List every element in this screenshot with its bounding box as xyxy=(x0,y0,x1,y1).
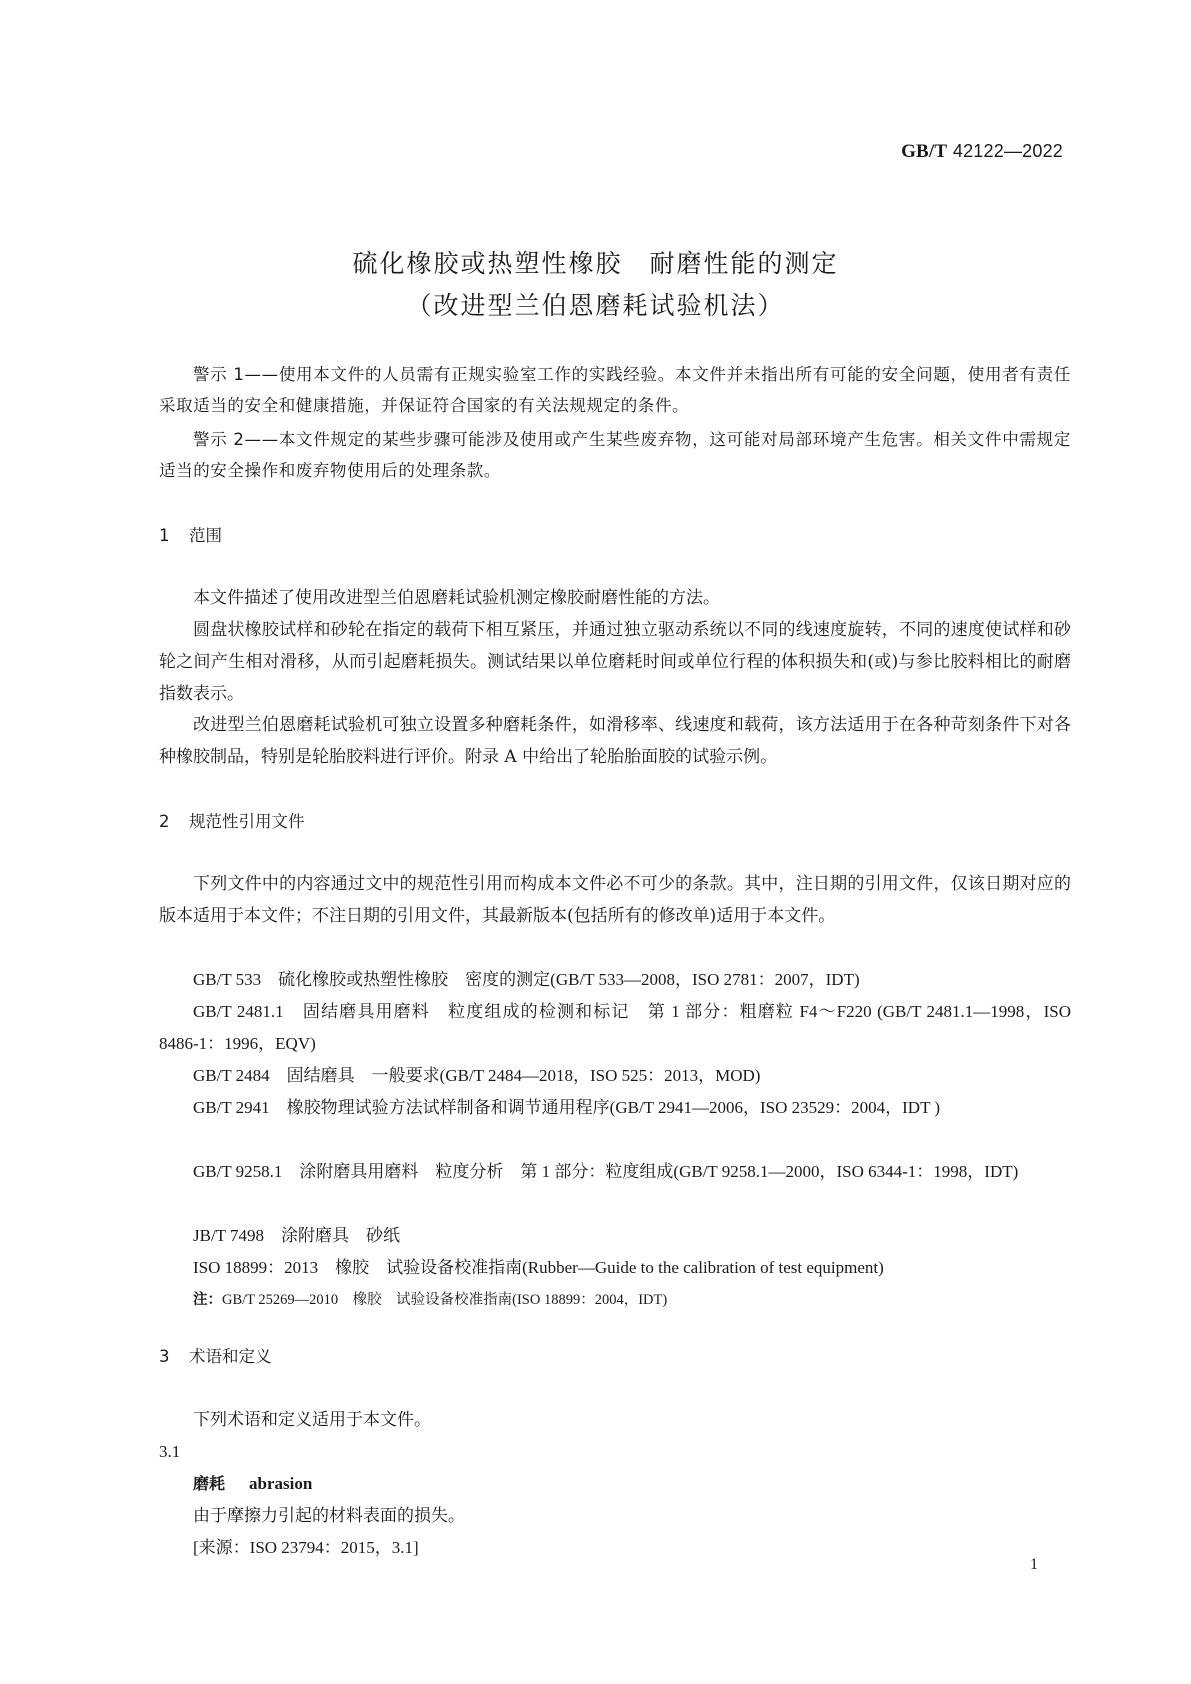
reference-item: ISO 18899：2013 橡胶 试验设备校准指南(Rubber—Guide to the calibration of test equipment) xyxy=(193,1258,884,1277)
standard-number-value: 42122—2022 xyxy=(952,141,1063,161)
warning-2: 警示 2——本文件规定的某些步骤可能涉及使用或产生某些废弃物，这可能对局部环境产生危害。相关文件中需规定适当的安全操作和废弃物使用后的处理条款。 xyxy=(159,430,1071,480)
section-3-number: 3 xyxy=(159,1347,170,1366)
reference-item: GB/T 9258.1 涂附磨具用磨料 粒度分析 第 1 部分：粒度组成(GB/T 9258.1—2000，ISO 6344-1：1998，IDT) xyxy=(193,1162,1019,1181)
reference-item: GB/T 2484 固结磨具 一般要求(GB/T 2484—2018，ISO 525：2013，MOD) xyxy=(193,1066,761,1085)
normative-references-intro: 下列文件中的内容通过文中的规范性引用而构成本文件必不可少的条款。其中，注日期的引用文件，仅该日期对应的版本适用于本文件；不注日期的引用文件，其最新版本(包括所有的修改单)适用于本文件。 xyxy=(159,874,1071,926)
note-label: 注： xyxy=(193,1292,222,1308)
section-2-title: 规范性引用文件 xyxy=(189,812,305,831)
section-2-number: 2 xyxy=(159,812,170,831)
document-title xyxy=(0,243,1191,327)
standard-code: GB/T xyxy=(901,141,948,162)
section-1-heading xyxy=(159,522,222,546)
page-number: 1 xyxy=(1030,1556,1038,1573)
section-2-heading xyxy=(159,808,305,832)
scope-paragraph-2: 圆盘状橡胶试样和砂轮在指定的载荷下相互紧压，并通过独立驱动系统以不同的线速度旋转，不同的速度使试样和砂轮之间产生相对滑移，从而引起磨耗损失。测试结果以单位磨耗时间或单位行程的体积损失和(或)与参比胶料相比的耐磨指数表示。 xyxy=(159,620,1071,704)
reference-item: GB/T 2941 橡胶物理试验方法试样制备和调节通用程序(GB/T 2941—2006，ISO 23529：2004，IDT ) xyxy=(193,1098,941,1117)
section-3-heading xyxy=(159,1343,272,1367)
reference-item: GB/T 533 硫化橡胶或热塑性橡胶 密度的测定(GB/T 533—2008，ISO 2781：2007，IDT) xyxy=(193,970,860,989)
note-text: GB/T 25269—2010 橡胶 试验设备校准指南(ISO 18899：2004，IDT) xyxy=(222,1292,668,1308)
terms-intro: 下列术语和定义适用于本文件。 xyxy=(193,1410,431,1430)
term-entry xyxy=(159,1468,1071,1500)
term-chinese: 磨耗 xyxy=(193,1474,226,1493)
term-number: 3.1 xyxy=(159,1442,181,1461)
section-1-title: 范围 xyxy=(189,526,222,545)
reference-item: JB/T 7498 涂附磨具 砂纸 xyxy=(193,1226,401,1245)
term-source: [来源：ISO 23794：2015，3.1] xyxy=(193,1538,419,1557)
section-3-title: 术语和定义 xyxy=(189,1347,272,1366)
title-line-2: （改进型兰伯恩磨耗试验机法） xyxy=(406,291,785,320)
term-definition: 由于摩擦力引起的材料表面的损失。 xyxy=(193,1506,465,1526)
reference-note xyxy=(159,1284,1071,1316)
section-1-number: 1 xyxy=(159,526,170,545)
title-line-1: 硫化橡胶或热塑性橡胶 耐磨性能的测定 xyxy=(352,249,839,278)
scope-paragraph-1: 本文件描述了使用改进型兰伯恩磨耗试验机测定橡胶耐磨性能的方法。 xyxy=(193,588,720,608)
warning-1: 警示 1——使用本文件的人员需有正规实验室工作的实践经验。本文件并未指出所有可能的安全问题，使用者有责任采取适当的安全和健康措施，并保证符合国家的有关法规规定的条件。 xyxy=(159,365,1071,415)
term-english: abrasion xyxy=(249,1474,313,1493)
standard-number xyxy=(901,141,1063,163)
reference-item: GB/T 2481.1 固结磨具用磨料 粒度组成的检测和标记 第 1 部分：粗磨粒 F4～F220 (GB/T 2481.1—1998，ISO 8486-1：1996，EQV) xyxy=(159,1002,1071,1053)
scope-paragraph-3: 改进型兰伯恩磨耗试验机可独立设置多种磨耗条件，如滑移率、线速度和载荷，该方法适用于在各种苛刻条件下对各种橡胶制品，特别是轮胎胶料进行评价。附录 A 中给出了轮胎胎面胶的试验示例。 xyxy=(159,715,1071,767)
